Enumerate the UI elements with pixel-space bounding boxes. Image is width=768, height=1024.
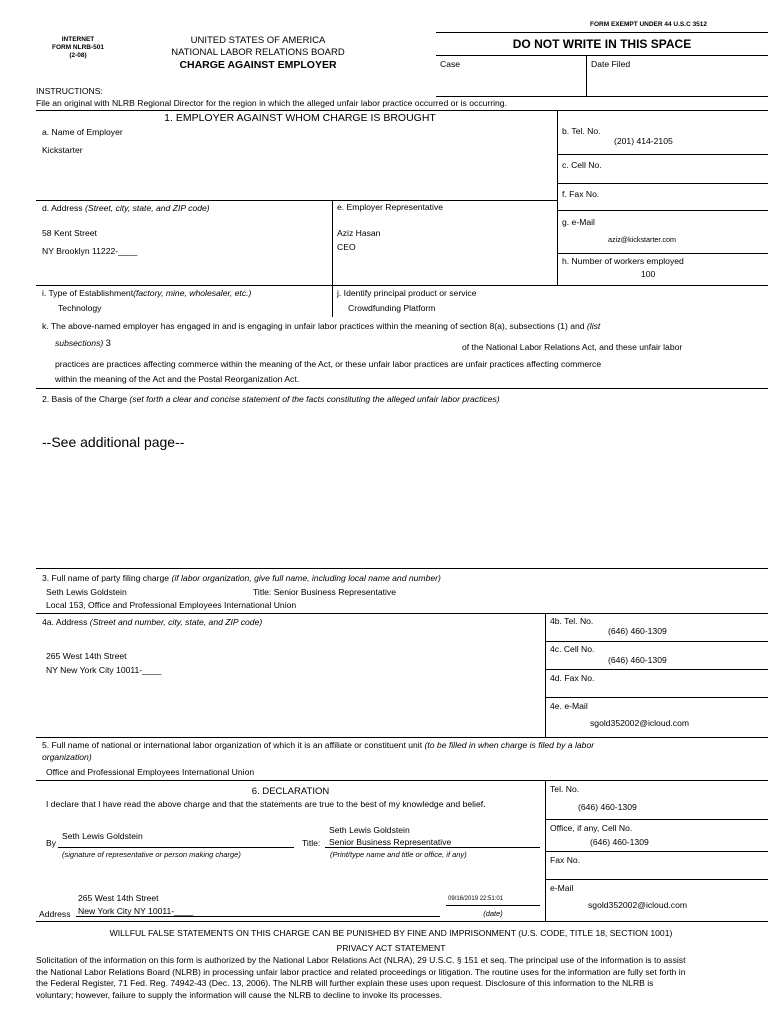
filer-tel-label: 4b. Tel. No.: [550, 616, 594, 626]
employer-address-label: d. Address (Street, city, state, and ZIP code): [42, 203, 210, 213]
declarant-email-label: e-Mail: [550, 883, 574, 893]
section1-title: 1. EMPLOYER AGAINST WHOM CHARGE IS BROUGHT: [164, 112, 436, 124]
employer-name-label: a. Name of Employer: [42, 127, 123, 137]
section-k-subsections: subsections) 3: [55, 338, 111, 349]
declarant-tel-label: Tel. No.: [550, 784, 580, 794]
form-id-line2: FORM NLRB-501: [51, 44, 104, 51]
declaration-statement: I declare that I have read the above charge and that the statements are true to the best of my knowledge and belief.: [46, 799, 486, 809]
declarant-cell: (646) 460-1309: [590, 837, 649, 847]
do-not-write-heading: DO NOT WRITE IN THIS SPACE: [512, 37, 692, 51]
basis-of-charge-label: 2. Basis of the Charge (set forth a clear and concise statement of the facts constituting the alleged unfair labor practices): [42, 394, 500, 404]
declarant-fax-label: Fax No.: [550, 855, 581, 865]
filing-party-title: Title: Senior Business Representative: [253, 587, 396, 597]
filer-tel: (646) 460-1309: [608, 626, 667, 636]
filer-address-line1: 265 West 14th Street: [46, 651, 127, 661]
privacy-title: PRIVACY ACT STATEMENT: [336, 943, 446, 953]
filer-email-label: 4e. e-Mail: [550, 701, 588, 711]
affiliate-label: 5. Full name of national or international labor organization of which it is an affiliate or constituent unit (to be filled in when charge is filed by a labor: [42, 740, 595, 750]
declarant-address-line1: 265 West 14th Street: [78, 893, 159, 903]
workers-count: 100: [641, 269, 656, 279]
filer-address-label: 4a. Address (Street and number, city, state, and ZIP code): [42, 617, 263, 627]
declarant-email: sgold352002@icloud.com: [588, 900, 688, 910]
employer-email-label: g. e-Mail: [562, 217, 595, 227]
instructions-text: File an original with NLRB Regional Director for the region in which the alleged unfair labor practice occurred or is occurring.: [36, 98, 507, 108]
form-id-line1: INTERNET: [61, 36, 95, 43]
instructions-label: INSTRUCTIONS:: [36, 86, 103, 96]
declarant-tel: (646) 460-1309: [578, 802, 637, 812]
agency-name: NATIONAL LABOR RELATIONS BOARD: [171, 47, 345, 58]
declaration-date: 09/16/2019 22:51:01: [448, 896, 504, 902]
employer-email: aziz@kickstarter.com: [608, 235, 677, 244]
country-name: UNITED STATES OF AMERICA: [190, 35, 326, 46]
declarant-address-line2: New York City NY 10011-____: [78, 906, 194, 916]
filer-cell-label: 4c. Cell No.: [550, 644, 595, 654]
section-k-line1: k. The above-named employer has engaged in and is engaging in unfair labor practices within the meaning of section 8(a), subsections (1) and (list: [42, 321, 601, 331]
print-title: Senior Business Representative: [329, 837, 452, 847]
privacy-line4: voluntary; however, failure to supply the information will cause the NLRB to decline to invoke its processes.: [36, 989, 443, 1000]
filer-fax-label: 4d. Fax No.: [550, 673, 595, 683]
form-id: [48, 36, 108, 60]
by-label: By: [46, 838, 57, 848]
filing-party-name: Seth Lewis Goldstein: [46, 587, 127, 597]
declarant-cell-label: Office, if any, Cell No.: [550, 823, 633, 833]
workers-label: h. Number of workers employed: [562, 256, 684, 266]
exempt-note: FORM EXEMPT UNDER 44 U.S.C 3512: [590, 21, 708, 28]
print-title-label: Title:: [302, 838, 321, 848]
establishment-label: i. Type of Establishment(factory, mine, wholesaler, etc.): [42, 288, 252, 298]
employer-cell-label: c. Cell No.: [562, 160, 602, 170]
affiliate-hint: organization): [42, 752, 92, 762]
date-caption: (date): [483, 909, 503, 918]
form-title: CHARGE AGAINST EMPLOYER: [179, 59, 337, 71]
signature-caption: (signature of representative or person making charge): [62, 850, 241, 859]
agency-block: [150, 35, 366, 71]
employer-rep-name: Aziz Hasan: [337, 228, 381, 238]
filer-address-line2: NY New York City 10011-____: [46, 665, 162, 675]
employer-tel-label: b. Tel. No.: [562, 126, 601, 136]
employer-fax-label: f. Fax No.: [562, 189, 600, 199]
privacy-statement: [36, 955, 686, 1001]
section-k-line2: of the National Labor Relations Act, and these unfair labor: [462, 342, 683, 352]
print-name: Seth Lewis Goldstein: [329, 825, 410, 835]
product-value: Crowdfunding Platform: [348, 303, 436, 313]
employer-address-line2: NY Brooklyn 11222-____: [42, 246, 138, 256]
section-k-line4: within the meaning of the Act and the Postal Reorganization Act.: [55, 374, 300, 384]
form-id-line3: (2-08): [69, 52, 87, 59]
privacy-line1: Solicitation of the information on this form is authorized by the National Labor Relations Act (NLRA), 29 U.S.C. § 151 et seq. The principal use of the information is to assist: [36, 955, 686, 965]
employer-name: Kickstarter: [42, 145, 83, 155]
declarant-address-label: Address: [39, 909, 71, 919]
filing-party-org: Local 153, Office and Professional Employees International Union: [46, 600, 297, 610]
privacy-line3: the Federal Register, 71 Fed. Reg. 74942-43 (Dec. 13, 2006). The NLRB will further explain these uses upon request. Disclosure of this information to the NLRB is: [36, 978, 654, 988]
date-filed-label: Date Filed: [591, 59, 631, 69]
section-k-line3: practices are practices affecting commerce within the meaning of the Act, or these unfair labor practices are unfair practices affecting commerce: [55, 359, 602, 369]
establishment-value: Technology: [58, 303, 102, 313]
product-label: j. Identify principal product or service: [337, 288, 477, 298]
privacy-line2: the National Labor Relations Board (NLRB) in processing unfair labor practice and related proceedings or litigation. The routine uses for the information are fully set forth in: [36, 966, 686, 977]
declaration-title: 6. DECLARATION: [251, 786, 330, 797]
signer-name: Seth Lewis Goldstein: [62, 831, 143, 841]
employer-tel: (201) 414-2105: [614, 136, 673, 146]
false-statements-warning: WILLFUL FALSE STATEMENTS ON THIS CHARGE CAN BE PUNISHED BY FINE AND IMPRISONMENT (U.S. CODE, TITLE 18, SECTION 1001): [109, 928, 673, 938]
filing-party-label: 3. Full name of party filing charge (if labor organization, give full name, including local name and number): [42, 573, 441, 583]
employer-rep-title: CEO: [337, 242, 356, 252]
print-caption: (Print/type name and title or office, if any): [330, 850, 467, 859]
case-label: Case: [440, 59, 461, 69]
filer-email: sgold352002@icloud.com: [590, 718, 690, 728]
employer-address-line1: 58 Kent Street: [42, 228, 97, 238]
affiliate-value: Office and Professional Employees International Union: [46, 767, 255, 777]
filer-cell: (646) 460-1309: [608, 655, 667, 665]
employer-rep-label: e. Employer Representative: [337, 202, 444, 212]
basis-of-charge-text: --See additional page--: [42, 434, 185, 450]
